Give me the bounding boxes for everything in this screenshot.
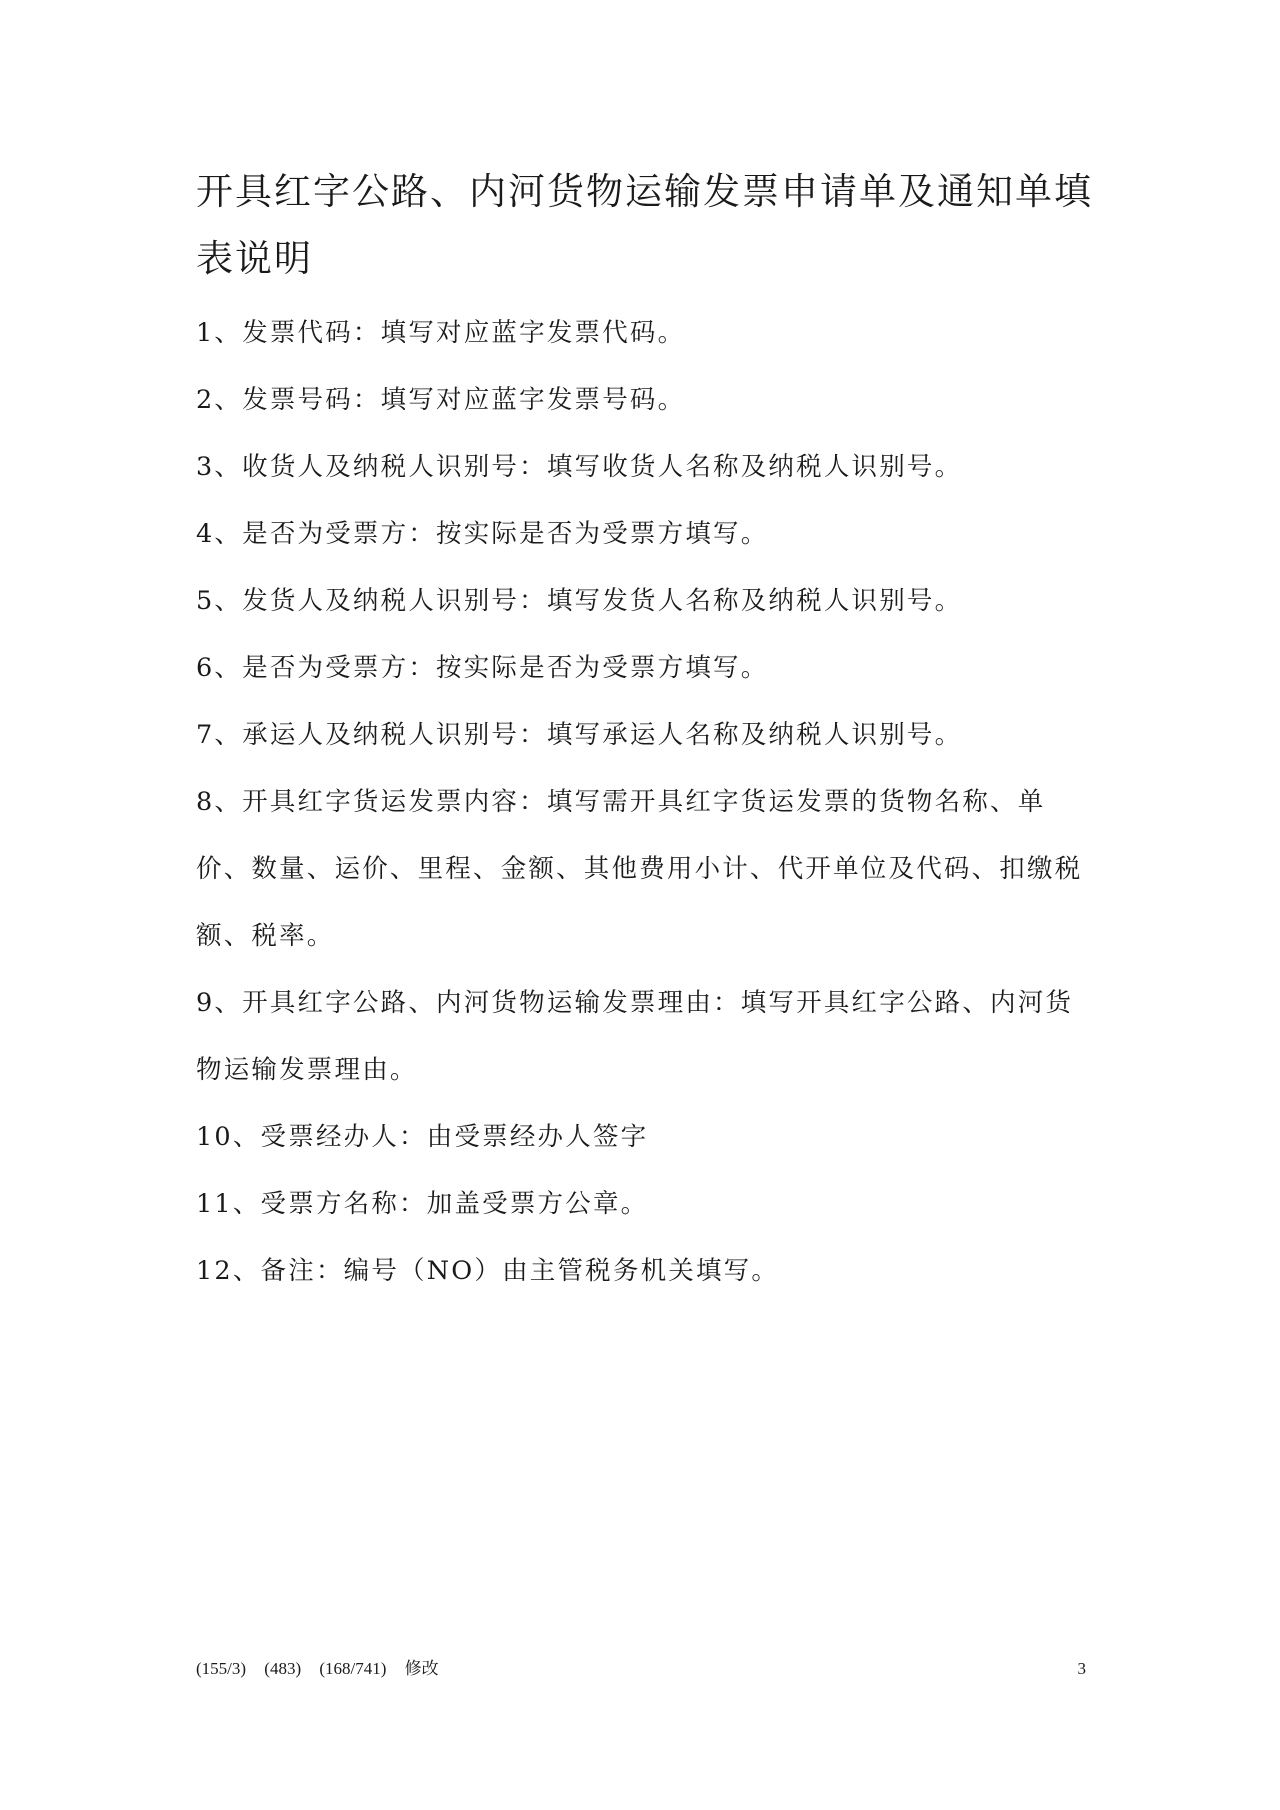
instruction-item-8: 8、开具红字货运发票内容：填写需开具红字货运发票的货物名称、单价、数量、运价、里程、金额、其他费用小计、代开单位及代码、扣缴税额、税率。 xyxy=(196,787,1083,951)
page-number: 3 xyxy=(1077,1659,1086,1678)
footer-revision-note: 修改 xyxy=(404,1659,439,1678)
instruction-item-12: 12、备注：编号（NO）由主管税务机关填写。 xyxy=(196,1256,780,1286)
instruction-item-7: 7、承运人及纳税人识别号：填写承运人名称及纳税人识别号。 xyxy=(196,720,963,750)
instruction-item-11: 11、受票方名称：加盖受票方公章。 xyxy=(196,1189,649,1219)
instruction-item-1: 1、发票代码：填写对应蓝字发票代码。 xyxy=(196,318,686,348)
instruction-item-4: 4、是否为受票方：按实际是否为受票方填写。 xyxy=(196,519,769,549)
footer-ref-1: (155/3) xyxy=(196,1659,247,1678)
instruction-item-5: 5、发货人及纳税人识别号：填写发货人名称及纳税人识别号。 xyxy=(196,586,963,616)
instruction-item-9: 9、开具红字公路、内河货物运输发票理由：填写开具红字公路、内河货物运输发票理由。 xyxy=(196,988,1074,1085)
instruction-list xyxy=(196,300,1096,1305)
page-footer xyxy=(196,1655,1096,1683)
footer-references xyxy=(196,1655,453,1683)
instruction-item-2: 2、发票号码：填写对应蓝字发票号码。 xyxy=(196,385,686,415)
instruction-item-6: 6、是否为受票方：按实际是否为受票方填写。 xyxy=(196,653,769,683)
instruction-item-10: 10、受票经办人：由受票经办人签字 xyxy=(196,1122,649,1152)
footer-ref-2: (483) xyxy=(264,1659,302,1678)
document-title: 开具红字公路、内河货物运输发票申请单及通知单填表说明 xyxy=(196,170,1093,280)
instruction-item-3: 3、收货人及纳税人识别号：填写收货人名称及纳税人识别号。 xyxy=(196,452,963,482)
footer-ref-3: (168/741) xyxy=(319,1659,387,1678)
